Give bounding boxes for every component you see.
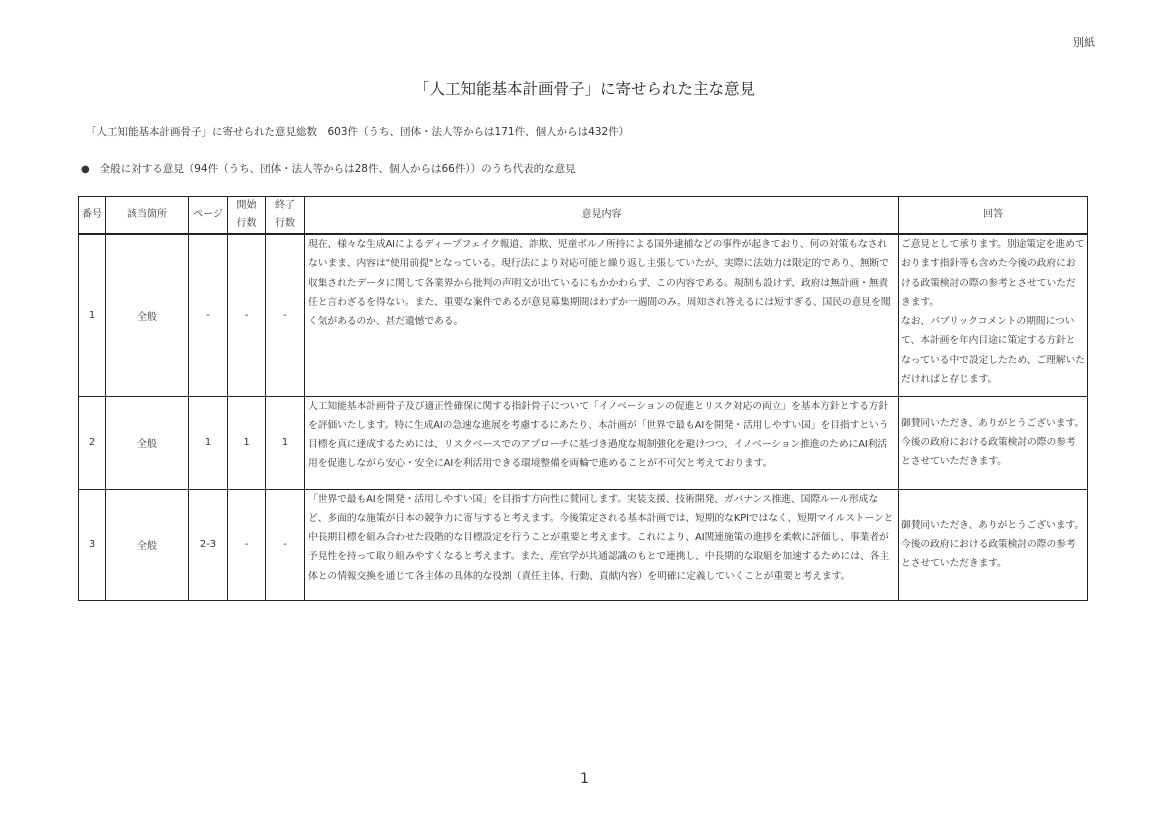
row-end-line: - — [266, 489, 305, 600]
row-response: 御賛同いただき、ありがとうございます。今後の政府における政策検討の際の参考とさせていただきます。 — [899, 396, 1088, 489]
row-response: 御賛同いただき、ありがとうございます。今後の政府における政策検討の際の参考とさせていただきます。 — [899, 489, 1088, 600]
row-no: 2 — [79, 396, 106, 489]
row-start-line: 1 — [228, 396, 266, 489]
header-end-line-2: 行数 — [275, 218, 295, 229]
row-end-line: - — [266, 234, 305, 396]
header-no: 番号 — [79, 197, 106, 235]
row-response-paragraph: ご意見として承ります。別途策定を進めております指針等も含めた今後の政府における政策検討の際の参考とさせていただきます。 — [901, 239, 1085, 308]
row-page: - — [189, 234, 228, 396]
row-opinion: 「世界で最もAIを開発・活用しやすい国」を目指す方向性に賛同します。実装支援、技術開発、ガバナンス推進、国際ルール形成など、多面的な施策が日本の競争力に寄与すると考えます。今後策定される基本計画では、短期的なKPIではなく、短期マイルストーンと中長期目標を組み合わせた段階的な目標設定を行うことが重要と考えます。これにより、AI関連施策の進捗を柔軟に評価し、事業者が予見性を持って取り組みやすくなると考えます。また、産官学が共通認識のもとで連携し、中長期的な取組を加速するためには、各主体との情報交換を通じて各主体の具体的な役割（責任主体、行動、貢献内容）を明確に定義していくことが重要と考えます。 — [305, 489, 899, 600]
header-start-line-1: 開始 — [236, 200, 257, 211]
row-location: 全般 — [106, 234, 189, 396]
row-page: 2-3 — [189, 489, 228, 600]
header-end-line — [266, 197, 305, 235]
row-no: 3 — [79, 489, 106, 600]
row-opinion: 現在、様々な生成AIによるディープフェイク報道、詐欺、児童ポルノ所持による国外逮捕などの事件が起きており、何の対策もなされないまま、内容は"使用前提"となっている。現行法により対応可能と繰り返し主張していたが、実際に法効力は限定的であり、無断で収集されたデータに関して各業界から批判の声明文が出ているにもかかわらず、この内容である。規制も設けず、政府は無計画・無責任と言わざるを得ない。また、重要な案件であるが意見募集期間はわずか一週間のみ。周知され答えるには短すぎる、国民の意見を聞く気があるのか、甚だ遺憾である。 — [305, 234, 899, 396]
table-header-row — [79, 197, 1088, 235]
header-start-line — [228, 197, 266, 235]
table-row — [79, 234, 1088, 396]
row-opinion: 人工知能基本計画骨子及び適正性確保に関する指針骨子について「イノベーションの促進とリスク対応の両立」を基本方針とする方針を評価いたします。特に生成AIの急速な進展を考慮するにあたり、本計画が「世界で最もAIを開発・活用しやすい国」を目指すという目標を真に達成するためには、リスクベースでのアプローチに基づき過度な規制強化を避けつつ、イノベーション推進のためにAI利活用を促進しながら安心・安全にAIを利活用できる環境整備を両輪で進めることが不可欠と考えております。 — [305, 396, 899, 489]
header-response: 回答 — [899, 197, 1088, 235]
document-title: 「人工知能基本計画骨子」に寄せられた主な意見 — [413, 80, 755, 98]
table-row — [79, 396, 1088, 489]
page-number: 1 — [580, 771, 589, 787]
row-response — [899, 234, 1088, 396]
row-response-paragraph: なお、パブリックコメントの期間について、本計画を年内目途に策定する方針となっている中で設定したため、ご理解いただければと存じます。 — [901, 316, 1085, 386]
header-location: 該当箇所 — [106, 197, 189, 235]
header-opinion: 意見内容 — [305, 197, 899, 235]
section-heading — [81, 161, 576, 176]
header-start-line-2: 行数 — [236, 218, 257, 229]
row-end-line: 1 — [266, 396, 305, 489]
row-page: 1 — [189, 396, 228, 489]
row-no: 1 — [79, 234, 106, 396]
bullet-icon: ● — [81, 164, 90, 175]
attachment-label: 別紙 — [1073, 36, 1095, 49]
header-page: ページ — [189, 197, 228, 235]
opinions-table — [78, 196, 1088, 601]
table-row — [79, 489, 1088, 600]
row-location: 全般 — [106, 396, 189, 489]
row-start-line: - — [228, 489, 266, 600]
row-location: 全般 — [106, 489, 189, 600]
row-start-line: - — [228, 234, 266, 396]
opinion-summary: 「人工知能基本計画骨子」に寄せられた意見総数 603件（うち、団体・法人等からは171件、個人からは432件） — [86, 126, 630, 138]
section-heading-text: 全般に対する意見（94件（うち、団体・法人等からは28件、個人からは66件））のうち代表的な意見 — [99, 163, 576, 175]
header-end-line-1: 終了 — [275, 200, 295, 211]
